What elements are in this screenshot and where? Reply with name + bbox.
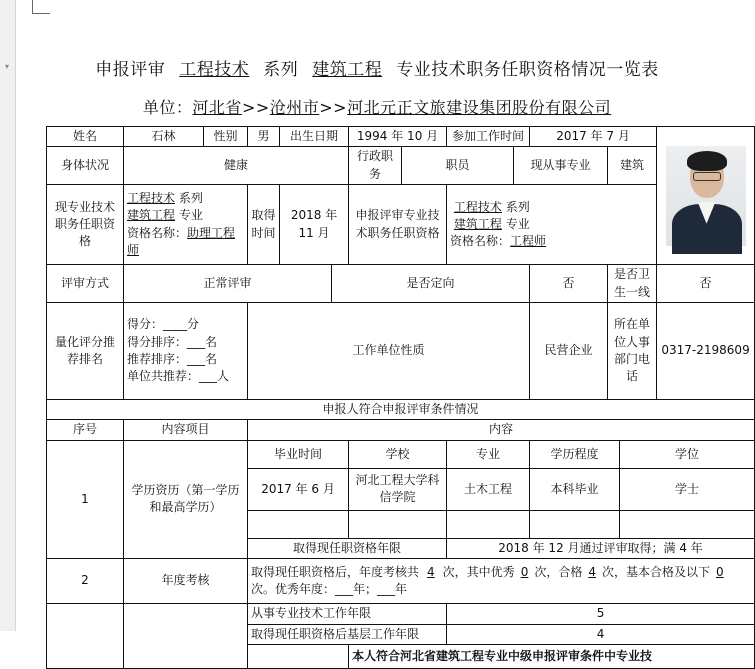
section-heading: 申报人符合申报评审条件情况 <box>47 399 755 419</box>
rec-rank-line: 推荐排序：___名 <box>127 351 218 366</box>
cq-series: 工程技术 <box>127 190 176 205</box>
unit-label: 单位： <box>142 98 193 117</box>
frontline-label: 是否卫生一线 <box>608 265 657 303</box>
hr-phone-label: 所在单位人事部门电话 <box>608 302 657 399</box>
major-value: 土木工程 <box>447 468 530 510</box>
obtain-label: 取得时间 <box>248 185 280 265</box>
directed-value: 否 <box>530 265 608 303</box>
photo-cell <box>657 127 755 265</box>
name-label: 姓名 <box>47 127 124 147</box>
ap-name-label: 资格名称： <box>450 234 511 249</box>
annual-pass: 4 <box>588 564 596 579</box>
unit-province: 河北省 <box>192 98 242 117</box>
annual-total: 4 <box>427 564 435 579</box>
grad-blank <box>248 510 349 538</box>
score-block <box>124 302 248 399</box>
health-label: 身体状况 <box>47 147 124 185</box>
grad-value: 2017 年 6 月 <box>248 468 349 510</box>
unit-sep1: >> <box>241 98 270 117</box>
footer-partial: 本人符合河北省建筑工程专业中级申报评审条件中专业技 <box>349 644 755 668</box>
major-blank <box>447 510 530 538</box>
cq-series-suffix: 系列 <box>178 190 203 205</box>
birth-value: 1994 年 10 月 <box>349 127 447 147</box>
apply-qual-value <box>447 185 657 265</box>
ruler-marker-icon: ▾ <box>5 62 10 71</box>
hr-phone-value: 0317-2198609 <box>657 302 755 399</box>
major-header: 专业 <box>447 440 530 468</box>
years-seq-blank <box>47 604 124 669</box>
school-blank <box>349 510 447 538</box>
degree-header: 学位 <box>620 440 755 468</box>
unit-city: 沧州市 <box>269 98 320 117</box>
degree-value: 学士 <box>620 468 755 510</box>
annual-text4: 次，基本合格及以下 <box>601 564 710 579</box>
nature-value: 民营企业 <box>530 302 608 399</box>
unit-sep2: >> <box>319 98 348 117</box>
edu-seq: 1 <box>47 440 124 558</box>
frontline-value: 否 <box>657 265 755 303</box>
method-label: 评审方式 <box>47 265 124 303</box>
score-label: 量化评分推荐排名 <box>47 302 124 399</box>
unit-line <box>0 95 754 118</box>
level-value: 本科毕业 <box>530 468 620 510</box>
annual-seq: 2 <box>47 559 124 604</box>
admin-label: 行政职务 <box>349 147 402 185</box>
annual-below: 0 <box>716 564 724 579</box>
admin-value: 职员 <box>402 147 514 185</box>
annual-year-blank1: ___年； <box>335 582 378 597</box>
gender-label: 性别 <box>204 127 248 147</box>
apply-qual-label: 申报评审专业技术职务任职资格 <box>349 185 447 265</box>
cq-specialty: 建筑工程 <box>127 208 176 223</box>
qualification-table <box>46 126 755 669</box>
health-value: 健康 <box>124 147 349 185</box>
specialty-years-label: 从事专业技术工作年限 <box>248 604 447 624</box>
grassroots-value: 4 <box>447 624 755 644</box>
grassroots-label: 取得现任职资格后基层工作年限 <box>248 624 447 644</box>
footer-blank <box>248 644 349 668</box>
annual-text2: 次，其中优秀 <box>442 564 515 579</box>
title-specialty: 建筑工程 <box>312 60 383 80</box>
title-suffix: 专业技术职务任职资格情况一览表 <box>396 60 659 80</box>
seq-header: 序号 <box>47 420 124 440</box>
annual-text5: 次。优秀年度： <box>251 582 336 597</box>
edu-label: 学历资历（第一学历和最高学历） <box>124 440 248 558</box>
annual-label: 年度考核 <box>124 559 248 604</box>
score-rank-line: 得分排序：___名 <box>127 334 218 349</box>
cq-specialty-suffix: 专业 <box>178 208 203 223</box>
current-qual-label: 现专业技术职务任职资格 <box>47 185 124 265</box>
current-specialty-label: 现从事专业 <box>514 147 608 185</box>
title-series-label: 系列 <box>263 60 299 80</box>
name-value: 石林 <box>124 127 204 147</box>
tenure-label: 取得现任职资格年限 <box>248 538 447 558</box>
title-series: 工程技术 <box>179 60 250 80</box>
ap-series: 工程技术 <box>453 199 502 214</box>
unit-rec-line: 单位共推荐：___人 <box>127 369 230 384</box>
title-prefix: 申报评审 <box>95 60 166 80</box>
birth-label: 出生日期 <box>280 127 349 147</box>
page-title <box>0 55 754 80</box>
years-item-blank <box>124 604 248 669</box>
cq-name-label: 资格名称： <box>127 225 188 240</box>
school-header: 学校 <box>349 440 447 468</box>
work-start-label: 参加工作时间 <box>447 127 530 147</box>
method-value: 正常评审 <box>124 265 332 303</box>
ap-specialty: 建筑工程 <box>453 216 502 231</box>
content-header: 内容 <box>248 420 755 440</box>
obtain-value: 2018 年 11 月 <box>280 185 349 265</box>
applicant-photo <box>666 146 746 246</box>
school-value: 河北工程大学科信学院 <box>349 468 447 510</box>
current-specialty-value: 建筑 <box>608 147 657 185</box>
level-blank <box>530 510 620 538</box>
grad-header: 毕业时间 <box>248 440 349 468</box>
ap-series-suffix: 系列 <box>505 199 530 214</box>
ap-name: 工程师 <box>510 234 547 249</box>
current-qual-value <box>124 185 248 265</box>
cq-name: 助理工程师 <box>127 225 236 258</box>
annual-text1: 取得现任职资格后，年度考核共 <box>251 564 420 579</box>
ap-specialty-suffix: 专业 <box>505 216 530 231</box>
nature-label: 工作单位性质 <box>248 302 530 399</box>
level-header: 学历程度 <box>530 440 620 468</box>
gender-value: 男 <box>248 127 280 147</box>
annual-year-blank2: ___年 <box>377 582 408 597</box>
item-header: 内容项目 <box>124 420 248 440</box>
specialty-years-value: 5 <box>447 604 755 624</box>
annual-text3: 次，合格 <box>534 564 583 579</box>
score-line: 得分：____分 <box>127 317 200 332</box>
tenure-value: 2018 年 12 月通过评审取得；满 4 年 <box>447 538 755 558</box>
annual-excellent: 0 <box>520 564 529 579</box>
page-corner-mark <box>32 0 50 14</box>
directed-label: 是否定向 <box>332 265 530 303</box>
degree-blank <box>620 510 755 538</box>
work-start-value: 2017 年 7 月 <box>530 127 657 147</box>
unit-company: 河北元正文旅建设集团股份有限公司 <box>347 98 612 117</box>
annual-content <box>248 559 755 604</box>
